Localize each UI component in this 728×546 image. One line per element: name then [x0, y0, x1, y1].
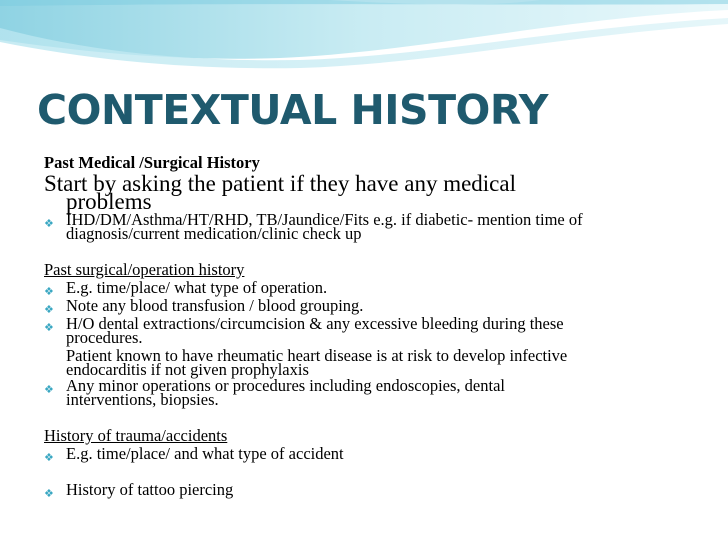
intro-line-2: problems	[66, 189, 152, 214]
list-item	[44, 314, 704, 379]
bullet-icon: ❖	[44, 452, 54, 464]
section-heading-trauma: History of trauma/accidents	[44, 426, 228, 445]
list-item-line: H/O dental extractions/circumcision & any excessive bleeding during these	[66, 314, 564, 333]
list-item-line: interventions, biopsies.	[66, 390, 219, 409]
list-item-line: E.g. time/place/ and what type of accident	[66, 444, 344, 463]
list-item-line: diagnosis/current medication/clinic check up	[66, 224, 362, 243]
list-item-line: Note any blood transfusion / blood grouping.	[66, 296, 364, 315]
slide-title: CONTEXTUAL HISTORY	[37, 86, 548, 134]
section-heading-medical-surgical: Past Medical /Surgical History	[44, 153, 260, 172]
bullet-icon: ❖	[44, 322, 54, 334]
bullet-icon: ❖	[44, 304, 54, 316]
bullet-icon: ❖	[44, 286, 54, 298]
header-wave-decoration	[0, 0, 728, 90]
bullet-icon: ❖	[44, 218, 54, 230]
intro-line-1: Start by asking the patient if they have any medical	[44, 171, 516, 196]
list-item-line: Patient known to have rheumatic heart disease is at risk to develop infective	[66, 346, 568, 365]
list-item-line: IHD/DM/Asthma/HT/RHD, TB/Jaundice/Fits e.g. if diabetic- mention time of	[66, 210, 583, 229]
list-item	[44, 376, 704, 409]
list-item-line: endocarditis if not given prophylaxis	[66, 360, 309, 379]
bullet-icon: ❖	[44, 384, 54, 396]
slide-body	[44, 153, 704, 501]
list-item-line: procedures.	[66, 328, 143, 347]
bullet-icon: ❖	[44, 488, 54, 500]
list-item	[44, 444, 704, 465]
list-item-line: History of tattoo piercing	[66, 480, 234, 499]
list-item-line: Any minor operations or procedures including endoscopies, dental	[66, 376, 505, 395]
list-item	[44, 480, 704, 501]
list-item-line: E.g. time/place/ what type of operation.	[66, 278, 328, 297]
section-heading-surgical: Past surgical/operation history	[44, 260, 245, 279]
list-item	[44, 210, 704, 243]
